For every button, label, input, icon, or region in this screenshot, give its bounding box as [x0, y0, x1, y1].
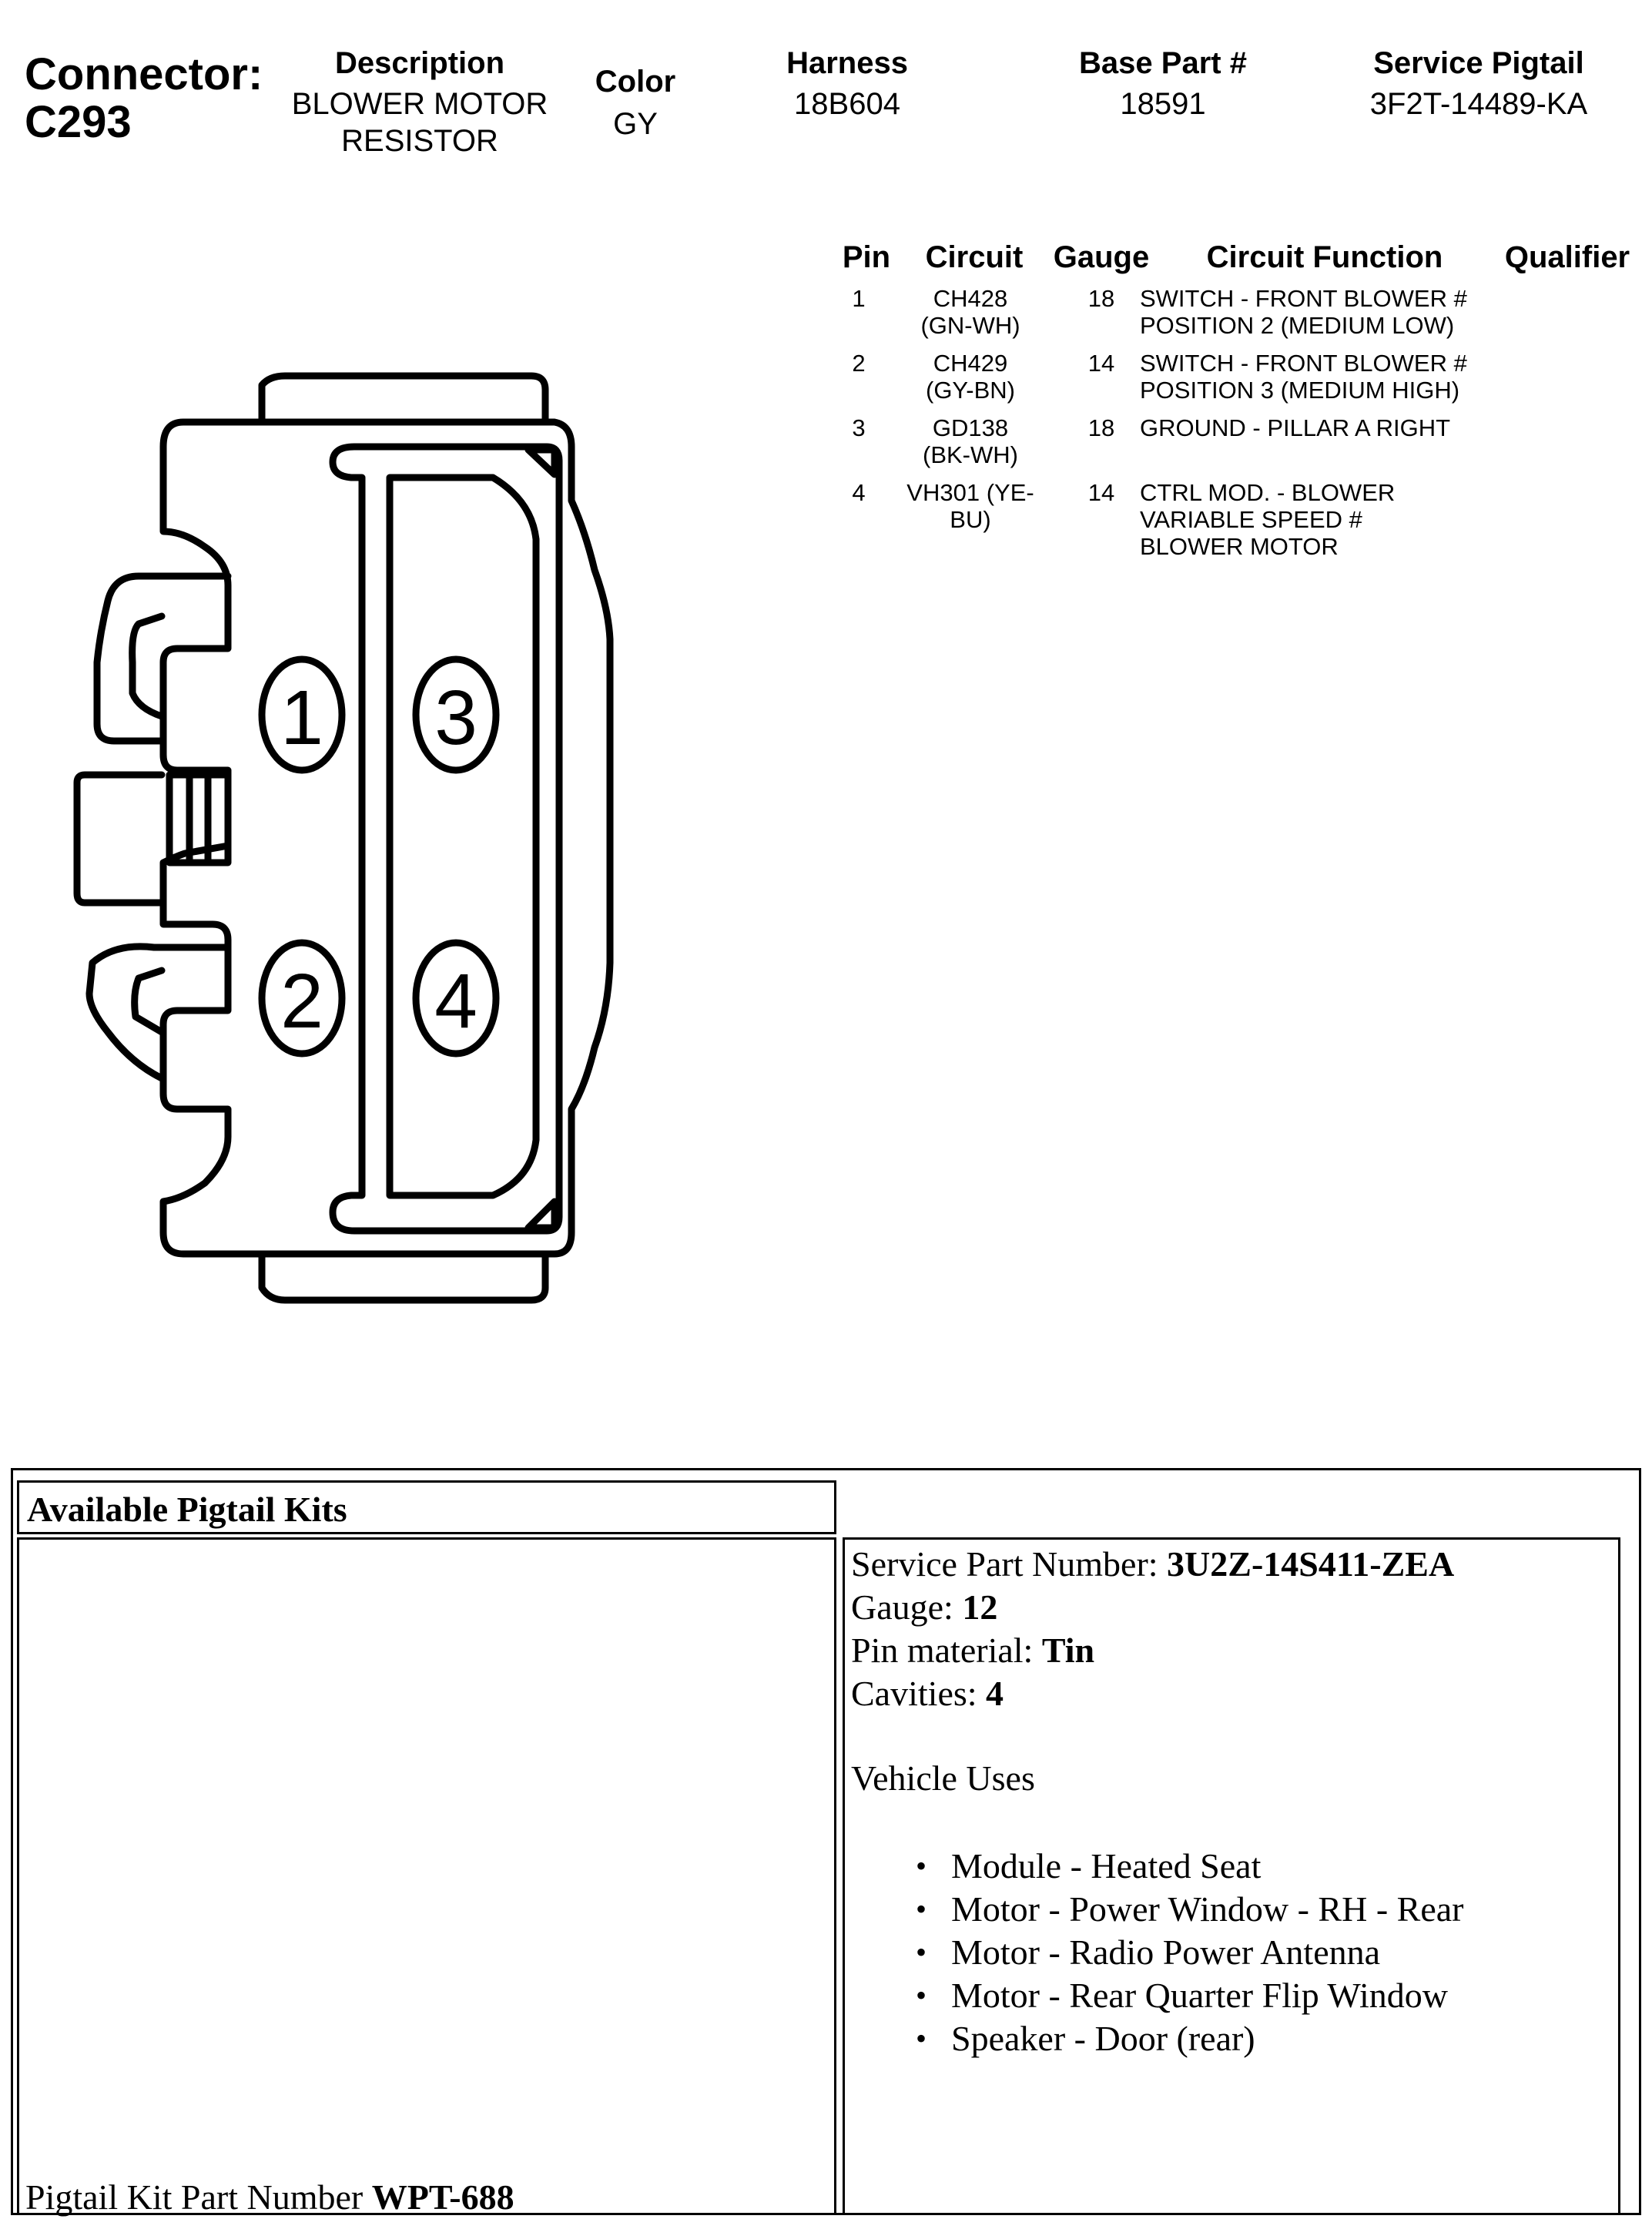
pigtail-title-cell [17, 1480, 836, 1534]
vehicle-uses-list [908, 1845, 1612, 2060]
table-row [832, 285, 1648, 347]
pigtail-gauge-value: 12 [962, 1587, 998, 1627]
table-row [832, 350, 1648, 411]
pigtail-kit-part-value: WPT-688 [371, 2177, 514, 2217]
pin-material-value: Tin [1041, 1631, 1095, 1670]
list-item: • Motor - Radio Power Antenna [908, 1931, 1612, 1974]
circuit-code: GD138 [932, 414, 1009, 441]
gauge-value: 14 [1087, 479, 1115, 506]
pigtail-kit-part-number [25, 2176, 514, 2219]
cavities [851, 1672, 1612, 1715]
cavity-label-2: 2 [280, 958, 323, 1044]
connector-id: C293 [25, 97, 132, 147]
pin-number: 3 [852, 414, 866, 441]
circuit-function-line: CTRL MOD. - BLOWER [1140, 479, 1396, 506]
list-item: • Motor - Power Window - RH - Rear [908, 1888, 1612, 1931]
pin-number: 4 [852, 479, 866, 506]
harness-column [739, 46, 955, 122]
cavities-value: 4 [986, 1674, 1004, 1713]
description-value-1: BLOWER MOTOR [291, 87, 548, 121]
pigtail-kit-part-label: Pigtail Kit Part Number [25, 2177, 372, 2217]
pigtail-gauge-label: Gauge: [851, 1587, 963, 1627]
description-label: Description [334, 46, 505, 80]
base-part-value: 18591 [1120, 87, 1206, 121]
color-column [570, 65, 701, 142]
service-part-label: Service Part Number: [851, 1544, 1168, 1584]
qualifier-header: Qualifier [1504, 240, 1630, 274]
service-part-value: 3U2Z-14S411-ZEA [1167, 1544, 1455, 1584]
pigtail-title: Available Pigtail Kits [27, 1490, 347, 1529]
pigtail-details-cell [843, 1537, 1620, 2215]
left-clip-upper-slot [132, 616, 162, 716]
connector-title [25, 51, 263, 146]
service-part-number [851, 1543, 1612, 1586]
gauge-value: 14 [1087, 350, 1115, 377]
base-part-label: Base Part # [1079, 46, 1247, 80]
description-column [277, 46, 562, 159]
circuit-function-line: SWITCH - FRONT BLOWER # [1140, 285, 1467, 312]
circuit-color: (BK-WH) [923, 441, 1018, 468]
cavity-label-1: 1 [280, 675, 323, 761]
harness-label: Harness [786, 46, 908, 80]
pin-header: Pin [842, 240, 891, 274]
cavity-label-4: 4 [434, 958, 478, 1044]
circuit-code: VH301 (YE- [906, 479, 1034, 506]
circuit-function-line: BLOWER MOTOR [1140, 533, 1339, 560]
pin-table [832, 240, 1648, 564]
table-row [832, 479, 1648, 564]
connector-face-diagram [0, 331, 662, 1356]
corner-notch-top [528, 450, 555, 474]
circuit-function-line: VARIABLE SPEED # [1140, 506, 1362, 533]
pin-number: 1 [852, 285, 866, 312]
circuit-function-line: POSITION 3 (MEDIUM HIGH) [1140, 377, 1460, 404]
left-clip-lower-slot [135, 970, 162, 1032]
service-pigtail-value: 3F2T-14489-KA [1369, 87, 1588, 121]
corner-notch-bottom [528, 1202, 555, 1228]
circuit-color: (GN-WH) [920, 312, 1020, 339]
circuit-code: CH428 [933, 285, 1008, 312]
vehicle-uses-heading: Vehicle Uses [851, 1758, 1035, 1798]
gauge-value: 18 [1087, 414, 1115, 441]
circuit-function-line: SWITCH - FRONT BLOWER # [1140, 350, 1467, 377]
service-pigtail-label: Service Pigtail [1373, 46, 1584, 80]
base-part-column [1047, 46, 1278, 122]
inner-frame [333, 447, 559, 1231]
list-item: • Speaker - Door (rear) [908, 2017, 1612, 2060]
circuit-function-line: POSITION 2 (MEDIUM LOW) [1140, 312, 1455, 339]
pin-material-label: Pin material: [851, 1631, 1042, 1670]
circuit-function-line: GROUND - PILLAR A RIGHT [1140, 414, 1451, 441]
gauge-header: Gauge [1053, 240, 1150, 274]
circuit-header: Circuit [925, 240, 1024, 274]
description-value-2: RESISTOR [341, 124, 498, 158]
circuit-color: (GY-BN) [926, 377, 1015, 404]
color-label: Color [595, 65, 676, 99]
service-pigtail-column [1332, 46, 1625, 122]
color-value: GY [613, 107, 658, 141]
center-key [77, 775, 162, 903]
inner-channel [390, 478, 536, 1195]
harness-value: 18B604 [794, 87, 900, 121]
bottom-latch [262, 1254, 545, 1300]
pin-material [851, 1629, 1612, 1672]
circuit-function-header: Circuit Function [1206, 240, 1443, 274]
list-item: • Motor - Rear Quarter Flip Window [908, 1974, 1612, 2017]
table-row [832, 414, 1648, 476]
list-item: • Module - Heated Seat [908, 1845, 1612, 1888]
gauge-value: 18 [1087, 285, 1115, 312]
cavities-label: Cavities: [851, 1674, 987, 1713]
pin-number: 2 [852, 350, 866, 377]
circuit-code: CH429 [933, 350, 1008, 377]
pigtail-gauge [851, 1586, 1612, 1629]
top-latch [262, 376, 545, 422]
connector-label: Connector: [25, 49, 263, 99]
pigtail-image-cell [17, 1537, 836, 2215]
circuit-color: BU) [950, 506, 991, 533]
cavity-label-3: 3 [434, 675, 478, 761]
